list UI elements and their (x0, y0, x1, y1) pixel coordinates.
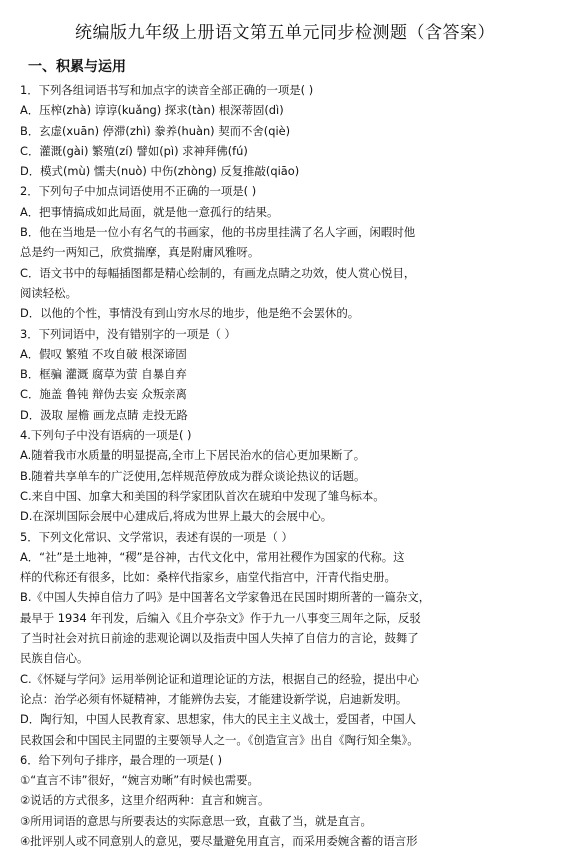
option-line: 总是约一两知己，欣赏揣摩，真是附庸风雅呀。 (20, 245, 260, 260)
option-line: D.在深圳国际会展中心建成后,将成为世界上最大的会展中心。 (20, 509, 333, 524)
question-line: 6．给下列句子排序，最合理的一项是( ) (20, 752, 223, 767)
option-line: A．把事情搞成如此局面，就是他一意孤行的结果。 (20, 204, 279, 219)
option-line: B．他在当地是一位小有名气的书画家，他的书房里挂满了名人字画，闲暇时他 (20, 225, 416, 240)
section-heading: 一、积累与运用 (28, 59, 126, 75)
option-line: 民族自信心。 (20, 651, 89, 666)
option-line: C．语文书中的每幅插图都是精心绘制的，有画龙点睛之功效，使人赏心悦目， (20, 265, 416, 280)
option-line: A．假叹 繁殖 不攻自破 根深谛固 (20, 346, 187, 361)
option-line: 阅读轻松。 (20, 285, 77, 300)
option-line: ④批评别人或不同意别人的意见，要尽量避免用直言，而采用委婉含蓄的语言形 (20, 833, 418, 848)
option-line: B．框骗 灌溉 腐草为萤 自暴自弃 (20, 367, 187, 382)
option-line: B．玄虚(xuān) 停滞(zhì) 豢养(huàn) 契而不舍(qiè) (20, 123, 291, 138)
option-line: D．陶行知，中国人民教育家、思想家，伟大的民主主义战士，爱国者，中国人 (20, 712, 417, 727)
question-line: 1．下列各组词语书写和加点字的读音全部正确的一项是( ) (20, 83, 314, 97)
option-line: D．汲取 屋檐 画龙点睛 走投无路 (20, 407, 188, 422)
option-line: 了当时社会对抗日前途的悲观论调以及指责中国人失掉了自信力的言论，鼓舞了 (20, 631, 419, 646)
option-line: 民救国会和中国民主同盟的主要领导人之一。《创造宣言》出自《陶行知全集》。 (20, 732, 419, 747)
page-title: 统编版九年级上册语文第五单元同步检测题（含答案） (75, 23, 495, 43)
option-line: D．以他的个性，事情没有到山穷水尽的地步，他是绝不会罢休的。 (20, 306, 360, 321)
question-line: 4.下列句子中没有语病的一项是( ) (20, 428, 192, 443)
option-line: A．压榨(zhà) 谆谆(kuǎng) 探求(tàn) 根深蒂固(dì) (20, 103, 284, 118)
option-line: C.《怀疑与学问》运用举例论证和道理论证的方法，根据自己的经验，提出中心 (20, 671, 419, 686)
question-line: 2．下列句子中加点词语使用不正确的一项是( ) (20, 184, 257, 199)
option-line: B.随着共享单车的广泛使用,怎样规范停放成为群众谈论热议的话题。 (20, 468, 366, 483)
option-line: D．模式(mù) 懦夫(nuò) 中伤(zhòng) 反复推敲(qiāo) (20, 164, 300, 179)
option-line: A.随着我市水质量的明显提高,全市上下居民治水的信心更加果断了。 (20, 448, 366, 463)
option-line: 最早于 1934 年刊发，后编入《且介亭杂文》作于九一八事变三周年之际，反驳 (20, 610, 421, 625)
option-line: 样的代称还有很多，比如：桑梓代指家乡，庙堂代指宫中，汗青代指史册。 (20, 570, 396, 585)
option-line: B.《中国人失掉自信力了吗》是中国著名文学家鲁迅在民国时期所著的一篇杂文， (20, 590, 431, 605)
option-line: ③所用词语的意思与所要表达的实际意思一致，直截了当，就是直言。 (20, 813, 372, 828)
option-line: ②说话的方式很多，这里介绍两种：直言和婉言。 (20, 793, 270, 808)
option-line: C.来自中国、加拿大和美国的科学家团队首次在琥珀中发现了雏鸟标本。 (20, 488, 385, 503)
option-line: ①“直言不讳”很好，“婉言劝晰”有时候也需要。 (20, 773, 259, 788)
question-body (20, 80, 550, 851)
question-line: 5．下列文化常识、文学常识，表述有误的一项是（ ） (20, 529, 293, 544)
option-line: C．灌溉(gài) 繁殖(zí) 譬如(pì) 求神拜佛(fú) (20, 143, 248, 158)
option-line: A．“社”是土地神，“稷”是谷神，古代文化中，常用社稷作为国家的代称。这 (20, 549, 405, 564)
option-line: 论点：治学必须有怀疑精神，才能辨伪去妄，才能建设新学说，启迪新发明。 (20, 691, 408, 706)
question-line: 3．下列词语中，没有错别字的一项是（ ） (20, 326, 236, 341)
option-line: C．施盖 鲁钝 辩伪去妄 众叛亲离 (20, 387, 187, 402)
